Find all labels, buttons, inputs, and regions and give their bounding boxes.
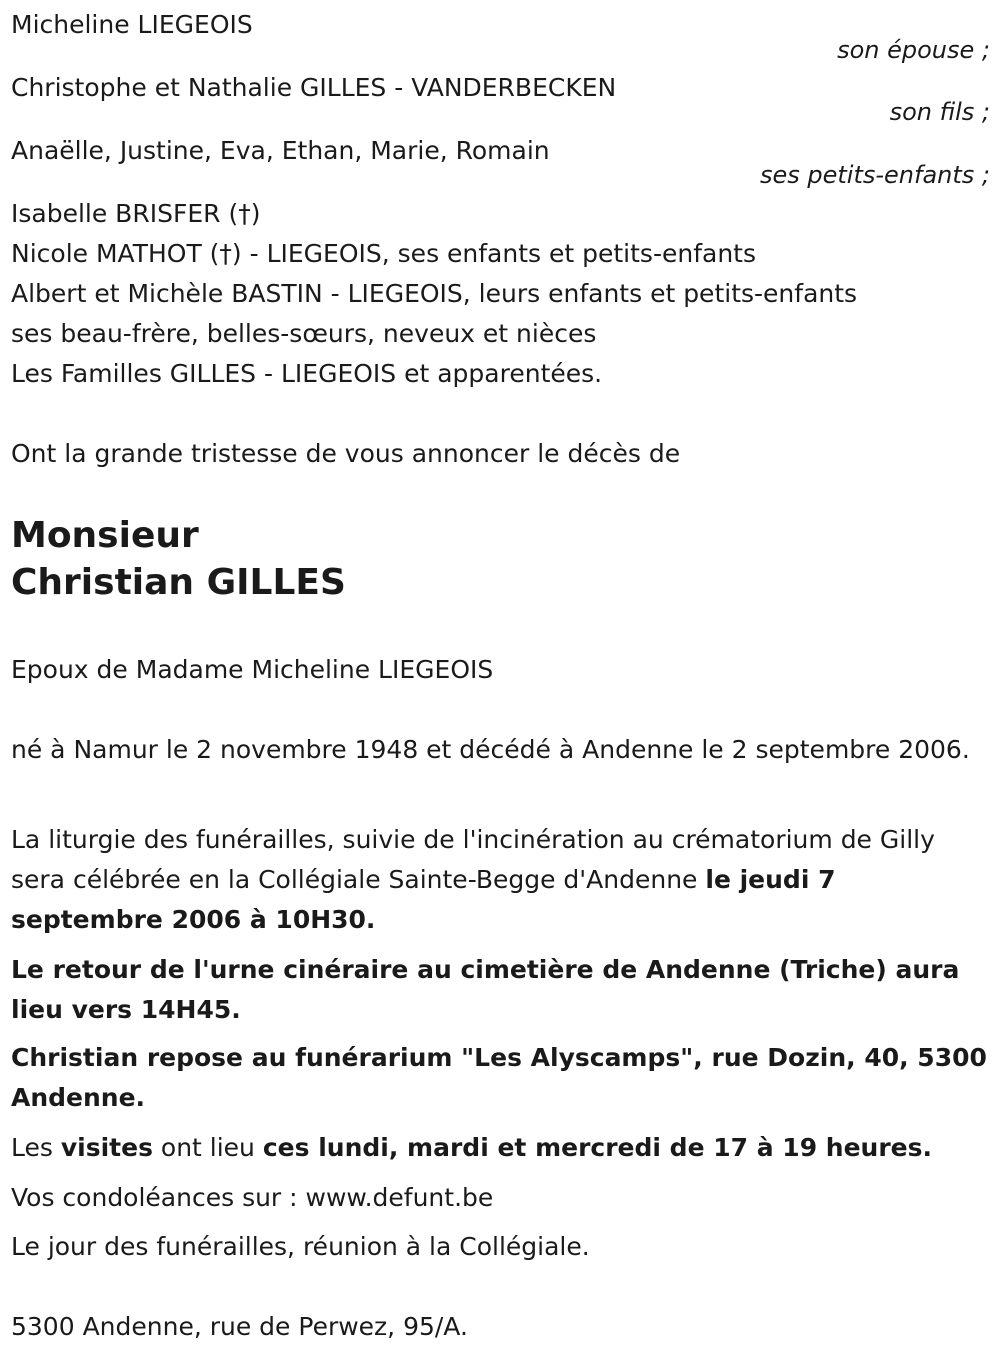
visits-middle: ont lieu — [152, 1133, 263, 1162]
relative-line: Nicole MATHOT (†) - LIEGEOIS, ses enfants et petits-enfants — [11, 239, 756, 268]
grandchildren-relation: ses petits-enfants ; — [759, 161, 990, 189]
son-name: Christophe et Nathalie GILLES - VANDERBECKEN — [11, 73, 617, 102]
liturgy-text: La liturgie des funérailles, suivie de l'incinération au crématorium de Gilly sera célébrée en la Collégiale Sainte-Begge d'Andenne — [11, 825, 935, 894]
liturgy-date: le jeudi 7 septembre 2006 à 10H30. — [11, 865, 836, 934]
address-text: 5300 Andenne, rue de Perwez, 95/A. — [11, 1312, 468, 1341]
relative-line: Les Familles GILLES - LIEGEOIS et apparentées. — [11, 359, 603, 388]
son-relation: son fils ; — [889, 98, 990, 126]
relative-line: Albert et Michèle BASTIN - LIEGEOIS, leurs enfants et petits-enfants — [11, 279, 858, 308]
deceased-title: Monsieur — [11, 515, 199, 556]
funerarium-text: Christian repose au funérarium "Les Alyscamps", rue Dozin, 40, 5300 Andenne. — [11, 1043, 987, 1112]
spouse-of-text: Epoux de Madame Micheline LIEGEOIS — [11, 655, 494, 684]
relative-line: ses beau-frère, belles-sœurs, neveux et nièces — [11, 319, 597, 348]
urn-return-text: Le retour de l'urne cinéraire au cimetière de Andenne (Triche) aura lieu vers 14H45. — [11, 955, 960, 1024]
grandchildren-names: Anaëlle, Justine, Eva, Ethan, Marie, Romain — [11, 136, 550, 165]
spouse-relation: son épouse ; — [837, 36, 990, 64]
reunion-text: Le jour des funérailles, réunion à la Collégiale. — [11, 1232, 590, 1261]
spouse-name: Micheline LIEGEOIS — [11, 10, 253, 39]
visits-word: visites — [60, 1133, 153, 1162]
visits-paragraph — [11, 1128, 932, 1168]
visits-schedule: ces lundi, mardi et mercredi de 17 à 19 heures. — [262, 1133, 933, 1162]
birth-death-text: né à Namur le 2 novembre 1948 et décédé à Andenne le 2 septembre 2006. — [11, 735, 970, 764]
deceased-name: Christian GILLES — [11, 562, 346, 603]
liturgy-paragraph — [11, 820, 991, 940]
relative-line: Isabelle BRISFER (†) — [11, 199, 261, 228]
announcement-text: Ont la grande tristesse de vous annoncer le décès de — [11, 439, 681, 468]
visits-prefix: Les — [11, 1133, 61, 1162]
condolences-text: Vos condoléances sur : www.defunt.be — [11, 1183, 494, 1212]
